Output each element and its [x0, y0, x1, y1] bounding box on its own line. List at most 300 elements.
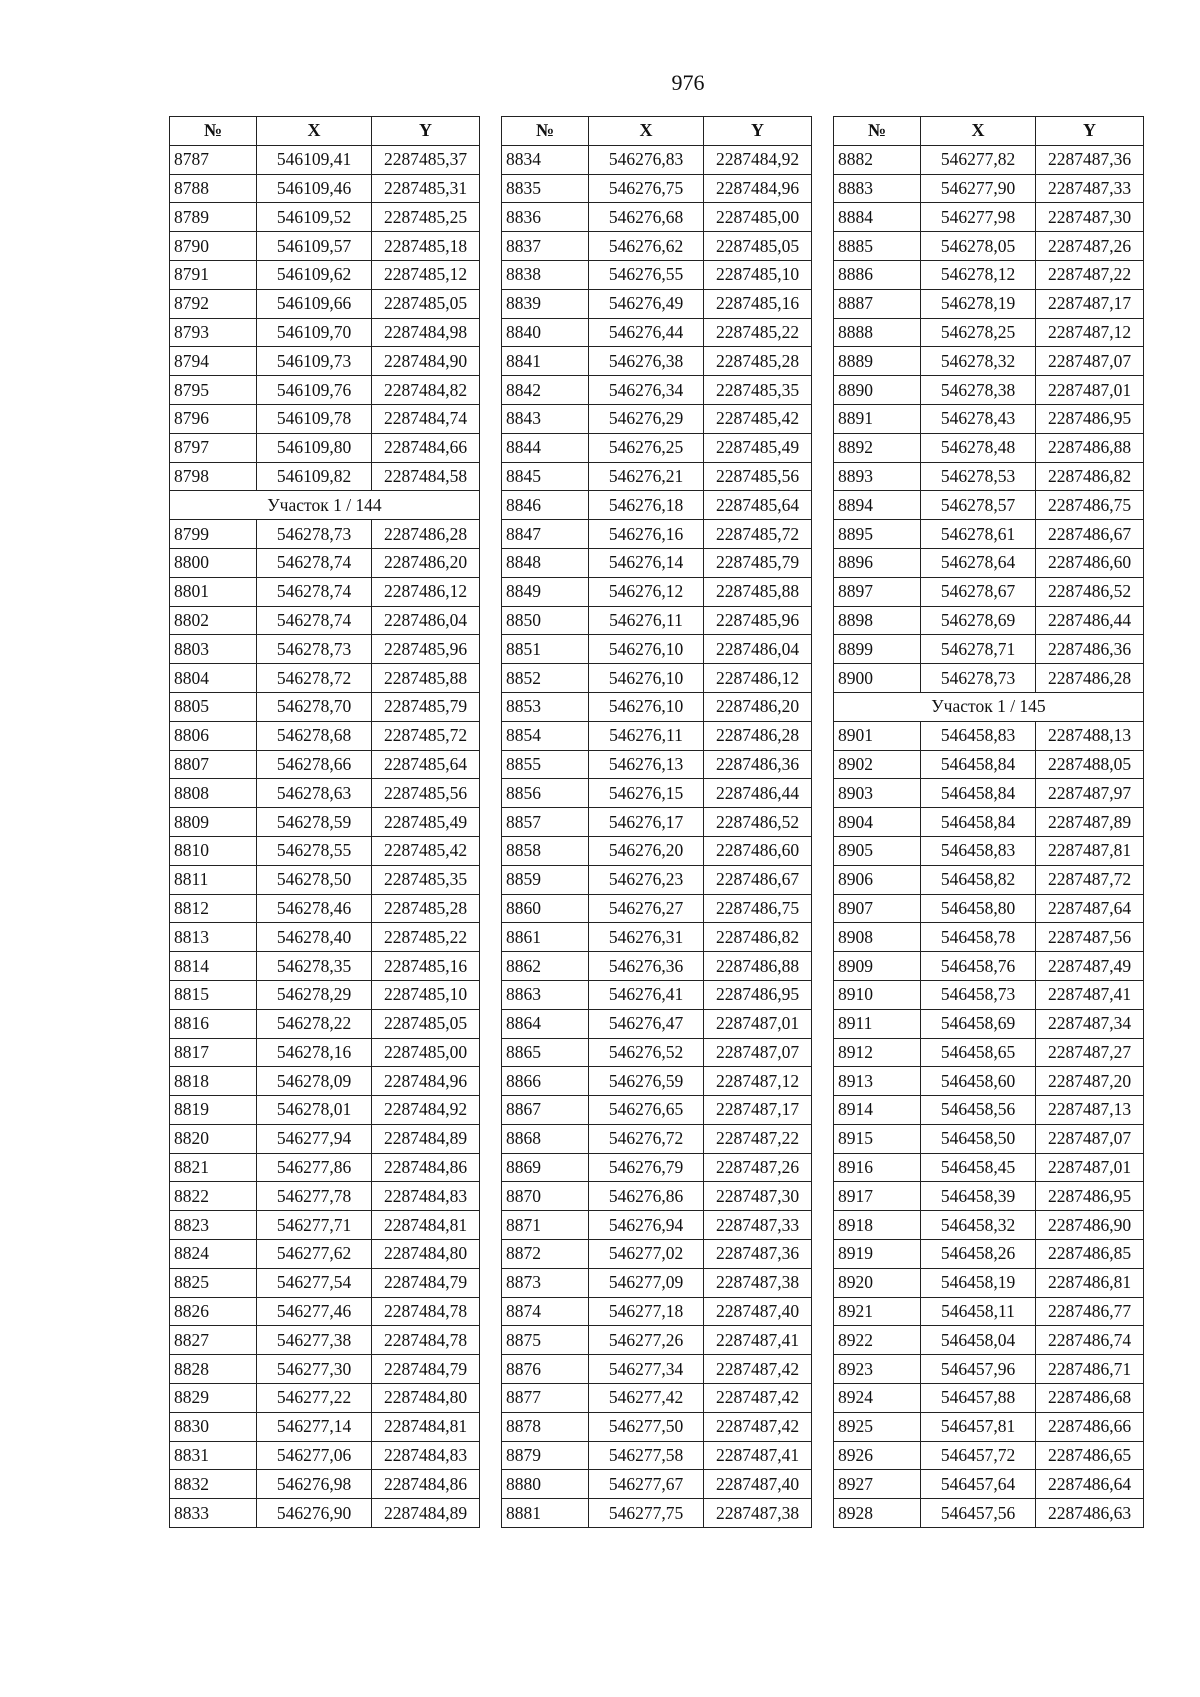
point-number-cell: 8919 [834, 1240, 921, 1269]
y-coordinate-cell: 2287484,79 [372, 1355, 480, 1384]
y-coordinate-cell: 2287488,05 [1036, 750, 1144, 779]
y-coordinate-cell: 2287485,88 [372, 664, 480, 693]
point-number-cell: 8907 [834, 894, 921, 923]
point-number-cell: 8916 [834, 1153, 921, 1182]
x-coordinate-cell: 546278,59 [257, 808, 372, 837]
y-coordinate-cell: 2287487,20 [1036, 1067, 1144, 1096]
table-row [502, 232, 812, 261]
table-row [502, 721, 812, 750]
x-coordinate-cell: 546278,66 [257, 750, 372, 779]
table-row [170, 836, 480, 865]
x-coordinate-cell: 546457,64 [921, 1470, 1036, 1499]
y-coordinate-cell: 2287485,42 [372, 836, 480, 865]
y-coordinate-cell: 2287487,33 [1036, 174, 1144, 203]
x-coordinate-cell: 546278,73 [257, 520, 372, 549]
y-coordinate-cell: 2287484,92 [372, 1096, 480, 1125]
table-row [834, 1240, 1144, 1269]
x-coordinate-cell: 546278,01 [257, 1096, 372, 1125]
x-coordinate-cell: 546277,22 [257, 1384, 372, 1413]
table-row [834, 808, 1144, 837]
x-coordinate-cell: 546458,83 [921, 836, 1036, 865]
y-coordinate-cell: 2287486,65 [1036, 1441, 1144, 1470]
y-coordinate-cell: 2287486,28 [1036, 664, 1144, 693]
x-coordinate-cell: 546457,88 [921, 1384, 1036, 1413]
section-label: Участок 1 / 144 [170, 491, 480, 520]
table-row [170, 548, 480, 577]
x-coordinate-cell: 546276,15 [589, 779, 704, 808]
coordinates-table-2 [501, 116, 812, 1528]
x-coordinate-cell: 546276,75 [589, 174, 704, 203]
x-coordinate-cell: 546278,73 [921, 664, 1036, 693]
point-number-cell: 8900 [834, 664, 921, 693]
y-coordinate-cell: 2287485,05 [372, 289, 480, 318]
table-row [170, 174, 480, 203]
y-coordinate-cell: 2287486,88 [704, 952, 812, 981]
y-coordinate-cell: 2287484,86 [372, 1153, 480, 1182]
x-coordinate-cell: 546276,29 [589, 404, 704, 433]
y-coordinate-cell: 2287486,82 [704, 923, 812, 952]
x-coordinate-cell: 546276,86 [589, 1182, 704, 1211]
point-number-cell: 8918 [834, 1211, 921, 1240]
point-number-cell: 8860 [502, 894, 589, 923]
point-number-cell: 8899 [834, 635, 921, 664]
point-number-cell: 8908 [834, 923, 921, 952]
point-number-cell: 8891 [834, 404, 921, 433]
y-coordinate-cell: 2287488,13 [1036, 721, 1144, 750]
table-row [170, 376, 480, 405]
point-number-cell: 8836 [502, 203, 589, 232]
x-coordinate-cell: 546277,09 [589, 1268, 704, 1297]
x-coordinate-cell: 546278,63 [257, 779, 372, 808]
y-coordinate-cell: 2287487,41 [704, 1326, 812, 1355]
x-coordinate-cell: 546276,10 [589, 635, 704, 664]
table-row [834, 1268, 1144, 1297]
x-coordinate-cell: 546278,43 [921, 404, 1036, 433]
y-coordinate-cell: 2287486,66 [1036, 1412, 1144, 1441]
point-number-cell: 8800 [170, 548, 257, 577]
y-coordinate-cell: 2287487,40 [704, 1470, 812, 1499]
table-row [502, 1124, 812, 1153]
table-row [170, 1326, 480, 1355]
point-number-cell: 8844 [502, 433, 589, 462]
y-coordinate-cell: 2287484,81 [372, 1412, 480, 1441]
table-row [502, 577, 812, 606]
y-coordinate-cell: 2287486,95 [704, 980, 812, 1009]
point-number-cell: 8822 [170, 1182, 257, 1211]
point-number-cell: 8811 [170, 865, 257, 894]
y-coordinate-cell: 2287486,36 [1036, 635, 1144, 664]
x-coordinate-cell: 546277,86 [257, 1153, 372, 1182]
table-row [170, 1268, 480, 1297]
header-x: X [589, 117, 704, 146]
table-row [170, 1441, 480, 1470]
x-coordinate-cell: 546278,68 [257, 721, 372, 750]
point-number-cell: 8870 [502, 1182, 589, 1211]
y-coordinate-cell: 2287487,01 [704, 1009, 812, 1038]
table-row [170, 145, 480, 174]
section-row [834, 692, 1144, 721]
point-number-cell: 8806 [170, 721, 257, 750]
point-number-cell: 8902 [834, 750, 921, 779]
table-row [834, 1384, 1144, 1413]
y-coordinate-cell: 2287486,52 [1036, 577, 1144, 606]
point-number-cell: 8850 [502, 606, 589, 635]
table-row [834, 1441, 1144, 1470]
x-coordinate-cell: 546109,46 [257, 174, 372, 203]
table-row [502, 347, 812, 376]
point-number-cell: 8897 [834, 577, 921, 606]
table-row [170, 1067, 480, 1096]
x-coordinate-cell: 546276,49 [589, 289, 704, 318]
point-number-cell: 8807 [170, 750, 257, 779]
y-coordinate-cell: 2287485,16 [704, 289, 812, 318]
y-coordinate-cell: 2287485,12 [372, 260, 480, 289]
x-coordinate-cell: 546276,11 [589, 721, 704, 750]
table-row [170, 289, 480, 318]
y-coordinate-cell: 2287486,20 [704, 692, 812, 721]
table-row [834, 404, 1144, 433]
table-row [502, 692, 812, 721]
y-coordinate-cell: 2287487,56 [1036, 923, 1144, 952]
point-number-cell: 8789 [170, 203, 257, 232]
table-row [834, 462, 1144, 491]
x-coordinate-cell: 546458,39 [921, 1182, 1036, 1211]
point-number-cell: 8913 [834, 1067, 921, 1096]
table-row [834, 433, 1144, 462]
x-coordinate-cell: 546276,14 [589, 548, 704, 577]
table-row [502, 1240, 812, 1269]
y-coordinate-cell: 2287485,22 [704, 318, 812, 347]
x-coordinate-cell: 546458,26 [921, 1240, 1036, 1269]
point-number-cell: 8851 [502, 635, 589, 664]
x-coordinate-cell: 546276,25 [589, 433, 704, 462]
table-row [502, 836, 812, 865]
y-coordinate-cell: 2287486,82 [1036, 462, 1144, 491]
table-row [834, 548, 1144, 577]
y-coordinate-cell: 2287485,00 [704, 203, 812, 232]
point-number-cell: 8863 [502, 980, 589, 1009]
table-row [502, 1441, 812, 1470]
x-coordinate-cell: 546276,94 [589, 1211, 704, 1240]
x-coordinate-cell: 546277,90 [921, 174, 1036, 203]
x-coordinate-cell: 546277,42 [589, 1384, 704, 1413]
y-coordinate-cell: 2287484,81 [372, 1211, 480, 1240]
x-coordinate-cell: 546276,10 [589, 664, 704, 693]
x-coordinate-cell: 546277,67 [589, 1470, 704, 1499]
point-number-cell: 8922 [834, 1326, 921, 1355]
x-coordinate-cell: 546109,78 [257, 404, 372, 433]
x-coordinate-cell: 546458,50 [921, 1124, 1036, 1153]
y-coordinate-cell: 2287484,78 [372, 1326, 480, 1355]
y-coordinate-cell: 2287485,88 [704, 577, 812, 606]
table-row [170, 923, 480, 952]
table-row [502, 404, 812, 433]
y-coordinate-cell: 2287486,44 [1036, 606, 1144, 635]
y-coordinate-cell: 2287486,04 [372, 606, 480, 635]
x-coordinate-cell: 546276,27 [589, 894, 704, 923]
point-number-cell: 8801 [170, 577, 257, 606]
table-row [502, 808, 812, 837]
table-row [834, 1153, 1144, 1182]
table-row [834, 1096, 1144, 1125]
point-number-cell: 8865 [502, 1038, 589, 1067]
x-coordinate-cell: 546276,12 [589, 577, 704, 606]
y-coordinate-cell: 2287486,44 [704, 779, 812, 808]
table-row [170, 779, 480, 808]
header-number: № [834, 117, 921, 146]
x-coordinate-cell: 546458,82 [921, 865, 1036, 894]
table-row [170, 462, 480, 491]
table-row [502, 1067, 812, 1096]
x-coordinate-cell: 546276,11 [589, 606, 704, 635]
x-coordinate-cell: 546277,71 [257, 1211, 372, 1240]
table-row [834, 721, 1144, 750]
point-number-cell: 8804 [170, 664, 257, 693]
point-number-cell: 8925 [834, 1412, 921, 1441]
table-row [502, 1096, 812, 1125]
x-coordinate-cell: 546457,96 [921, 1355, 1036, 1384]
y-coordinate-cell: 2287487,17 [1036, 289, 1144, 318]
y-coordinate-cell: 2287487,42 [704, 1384, 812, 1413]
x-coordinate-cell: 546278,16 [257, 1038, 372, 1067]
point-number-cell: 8857 [502, 808, 589, 837]
table-row [502, 1038, 812, 1067]
table-row [502, 606, 812, 635]
x-coordinate-cell: 546276,17 [589, 808, 704, 837]
table-row [502, 779, 812, 808]
table-row [170, 1153, 480, 1182]
table-row [502, 1268, 812, 1297]
x-coordinate-cell: 546276,21 [589, 462, 704, 491]
point-number-cell: 8830 [170, 1412, 257, 1441]
table-row [502, 548, 812, 577]
y-coordinate-cell: 2287485,10 [704, 260, 812, 289]
table-row [502, 952, 812, 981]
point-number-cell: 8885 [834, 232, 921, 261]
table-row [502, 664, 812, 693]
point-number-cell: 8883 [834, 174, 921, 203]
point-number-cell: 8895 [834, 520, 921, 549]
point-number-cell: 8809 [170, 808, 257, 837]
table-row [502, 1297, 812, 1326]
point-number-cell: 8876 [502, 1355, 589, 1384]
x-coordinate-cell: 546278,09 [257, 1067, 372, 1096]
x-coordinate-cell: 546278,05 [921, 232, 1036, 261]
point-number-cell: 8826 [170, 1297, 257, 1326]
x-coordinate-cell: 546458,84 [921, 779, 1036, 808]
y-coordinate-cell: 2287485,37 [372, 145, 480, 174]
x-coordinate-cell: 546458,80 [921, 894, 1036, 923]
x-coordinate-cell: 546276,10 [589, 692, 704, 721]
x-coordinate-cell: 546277,30 [257, 1355, 372, 1384]
point-number-cell: 8842 [502, 376, 589, 405]
y-coordinate-cell: 2287484,74 [372, 404, 480, 433]
table-row [502, 145, 812, 174]
point-number-cell: 8909 [834, 952, 921, 981]
point-number-cell: 8835 [502, 174, 589, 203]
point-number-cell: 8815 [170, 980, 257, 1009]
y-coordinate-cell: 2287484,82 [372, 376, 480, 405]
table-row [834, 750, 1144, 779]
point-number-cell: 8852 [502, 664, 589, 693]
table-row [834, 1038, 1144, 1067]
table-row [502, 1355, 812, 1384]
x-coordinate-cell: 546276,18 [589, 491, 704, 520]
y-coordinate-cell: 2287484,96 [704, 174, 812, 203]
y-coordinate-cell: 2287486,95 [1036, 1182, 1144, 1211]
x-coordinate-cell: 546276,31 [589, 923, 704, 952]
point-number-cell: 8833 [170, 1499, 257, 1528]
y-coordinate-cell: 2287485,28 [372, 894, 480, 923]
point-number-cell: 8848 [502, 548, 589, 577]
y-coordinate-cell: 2287486,90 [1036, 1211, 1144, 1240]
x-coordinate-cell: 546277,78 [257, 1182, 372, 1211]
x-coordinate-cell: 546278,38 [921, 376, 1036, 405]
table-row [170, 1412, 480, 1441]
y-coordinate-cell: 2287487,30 [704, 1182, 812, 1211]
x-coordinate-cell: 546277,62 [257, 1240, 372, 1269]
y-coordinate-cell: 2287485,64 [372, 750, 480, 779]
x-coordinate-cell: 546276,65 [589, 1096, 704, 1125]
x-coordinate-cell: 546458,65 [921, 1038, 1036, 1067]
table-row [502, 1412, 812, 1441]
point-number-cell: 8812 [170, 894, 257, 923]
x-coordinate-cell: 546276,34 [589, 376, 704, 405]
page-number: 976 [671, 70, 705, 95]
x-coordinate-cell: 546457,56 [921, 1499, 1036, 1528]
y-coordinate-cell: 2287486,75 [1036, 491, 1144, 520]
table-row [834, 894, 1144, 923]
table-row [502, 203, 812, 232]
y-coordinate-cell: 2287484,89 [372, 1499, 480, 1528]
point-number-cell: 8825 [170, 1268, 257, 1297]
x-coordinate-cell: 546458,69 [921, 1009, 1036, 1038]
y-coordinate-cell: 2287487,36 [1036, 145, 1144, 174]
coordinates-table-1 [169, 116, 480, 1528]
point-number-cell: 8894 [834, 491, 921, 520]
table-row [834, 520, 1144, 549]
y-coordinate-cell: 2287486,12 [372, 577, 480, 606]
y-coordinate-cell: 2287485,42 [704, 404, 812, 433]
y-coordinate-cell: 2287487,07 [704, 1038, 812, 1067]
x-coordinate-cell: 546278,73 [257, 635, 372, 664]
table-row [170, 808, 480, 837]
table-row [834, 318, 1144, 347]
x-coordinate-cell: 546109,80 [257, 433, 372, 462]
y-coordinate-cell: 2287487,42 [704, 1412, 812, 1441]
y-coordinate-cell: 2287486,88 [1036, 433, 1144, 462]
x-coordinate-cell: 546278,72 [257, 664, 372, 693]
table-header-row [834, 117, 1144, 146]
x-coordinate-cell: 546458,19 [921, 1268, 1036, 1297]
table-row [502, 376, 812, 405]
point-number-cell: 8882 [834, 145, 921, 174]
table-row [502, 318, 812, 347]
table-row [834, 980, 1144, 1009]
x-coordinate-cell: 546458,84 [921, 750, 1036, 779]
y-coordinate-cell: 2287485,96 [372, 635, 480, 664]
y-coordinate-cell: 2287487,49 [1036, 952, 1144, 981]
x-coordinate-cell: 546458,84 [921, 808, 1036, 837]
x-coordinate-cell: 546276,52 [589, 1038, 704, 1067]
table-row [834, 289, 1144, 318]
x-coordinate-cell: 546458,78 [921, 923, 1036, 952]
x-coordinate-cell: 546277,94 [257, 1124, 372, 1153]
y-coordinate-cell: 2287486,60 [1036, 548, 1144, 577]
table-row [170, 577, 480, 606]
point-number-cell: 8877 [502, 1384, 589, 1413]
y-coordinate-cell: 2287485,22 [372, 923, 480, 952]
table-row [834, 232, 1144, 261]
y-coordinate-cell: 2287486,28 [372, 520, 480, 549]
point-number-cell: 8893 [834, 462, 921, 491]
point-number-cell: 8896 [834, 548, 921, 577]
y-coordinate-cell: 2287487,41 [1036, 980, 1144, 1009]
table-row [170, 1038, 480, 1067]
x-coordinate-cell: 546278,67 [921, 577, 1036, 606]
x-coordinate-cell: 546278,19 [921, 289, 1036, 318]
point-number-cell: 8798 [170, 462, 257, 491]
x-coordinate-cell: 546277,02 [589, 1240, 704, 1269]
table-row [834, 1297, 1144, 1326]
x-coordinate-cell: 546458,45 [921, 1153, 1036, 1182]
x-coordinate-cell: 546278,46 [257, 894, 372, 923]
table-row [170, 1211, 480, 1240]
table-row [834, 577, 1144, 606]
table-row [170, 1384, 480, 1413]
point-number-cell: 8854 [502, 721, 589, 750]
point-number-cell: 8887 [834, 289, 921, 318]
point-number-cell: 8795 [170, 376, 257, 405]
point-number-cell: 8796 [170, 404, 257, 433]
point-number-cell: 8878 [502, 1412, 589, 1441]
table-row [834, 1470, 1144, 1499]
y-coordinate-cell: 2287487,38 [704, 1499, 812, 1528]
x-coordinate-cell: 546277,50 [589, 1412, 704, 1441]
point-number-cell: 8839 [502, 289, 589, 318]
point-number-cell: 8819 [170, 1096, 257, 1125]
x-coordinate-cell: 546276,41 [589, 980, 704, 1009]
y-coordinate-cell: 2287487,17 [704, 1096, 812, 1125]
x-coordinate-cell: 546278,32 [921, 347, 1036, 376]
table-row [834, 1182, 1144, 1211]
y-coordinate-cell: 2287484,80 [372, 1384, 480, 1413]
point-number-cell: 8828 [170, 1355, 257, 1384]
point-number-cell: 8881 [502, 1499, 589, 1528]
y-coordinate-cell: 2287487,07 [1036, 347, 1144, 376]
table-row [170, 433, 480, 462]
point-number-cell: 8845 [502, 462, 589, 491]
table-row [170, 606, 480, 635]
x-coordinate-cell: 546109,73 [257, 347, 372, 376]
table-row [834, 923, 1144, 952]
y-coordinate-cell: 2287486,77 [1036, 1297, 1144, 1326]
point-number-cell: 8869 [502, 1153, 589, 1182]
y-coordinate-cell: 2287487,26 [704, 1153, 812, 1182]
x-coordinate-cell: 546458,73 [921, 980, 1036, 1009]
y-coordinate-cell: 2287484,66 [372, 433, 480, 462]
point-number-cell: 8927 [834, 1470, 921, 1499]
point-number-cell: 8853 [502, 692, 589, 721]
section-row [170, 491, 480, 520]
point-number-cell: 8914 [834, 1096, 921, 1125]
table-row [834, 1067, 1144, 1096]
point-number-cell: 8793 [170, 318, 257, 347]
x-coordinate-cell: 546276,83 [589, 145, 704, 174]
point-number-cell: 8880 [502, 1470, 589, 1499]
point-number-cell: 8788 [170, 174, 257, 203]
table-row [502, 980, 812, 1009]
